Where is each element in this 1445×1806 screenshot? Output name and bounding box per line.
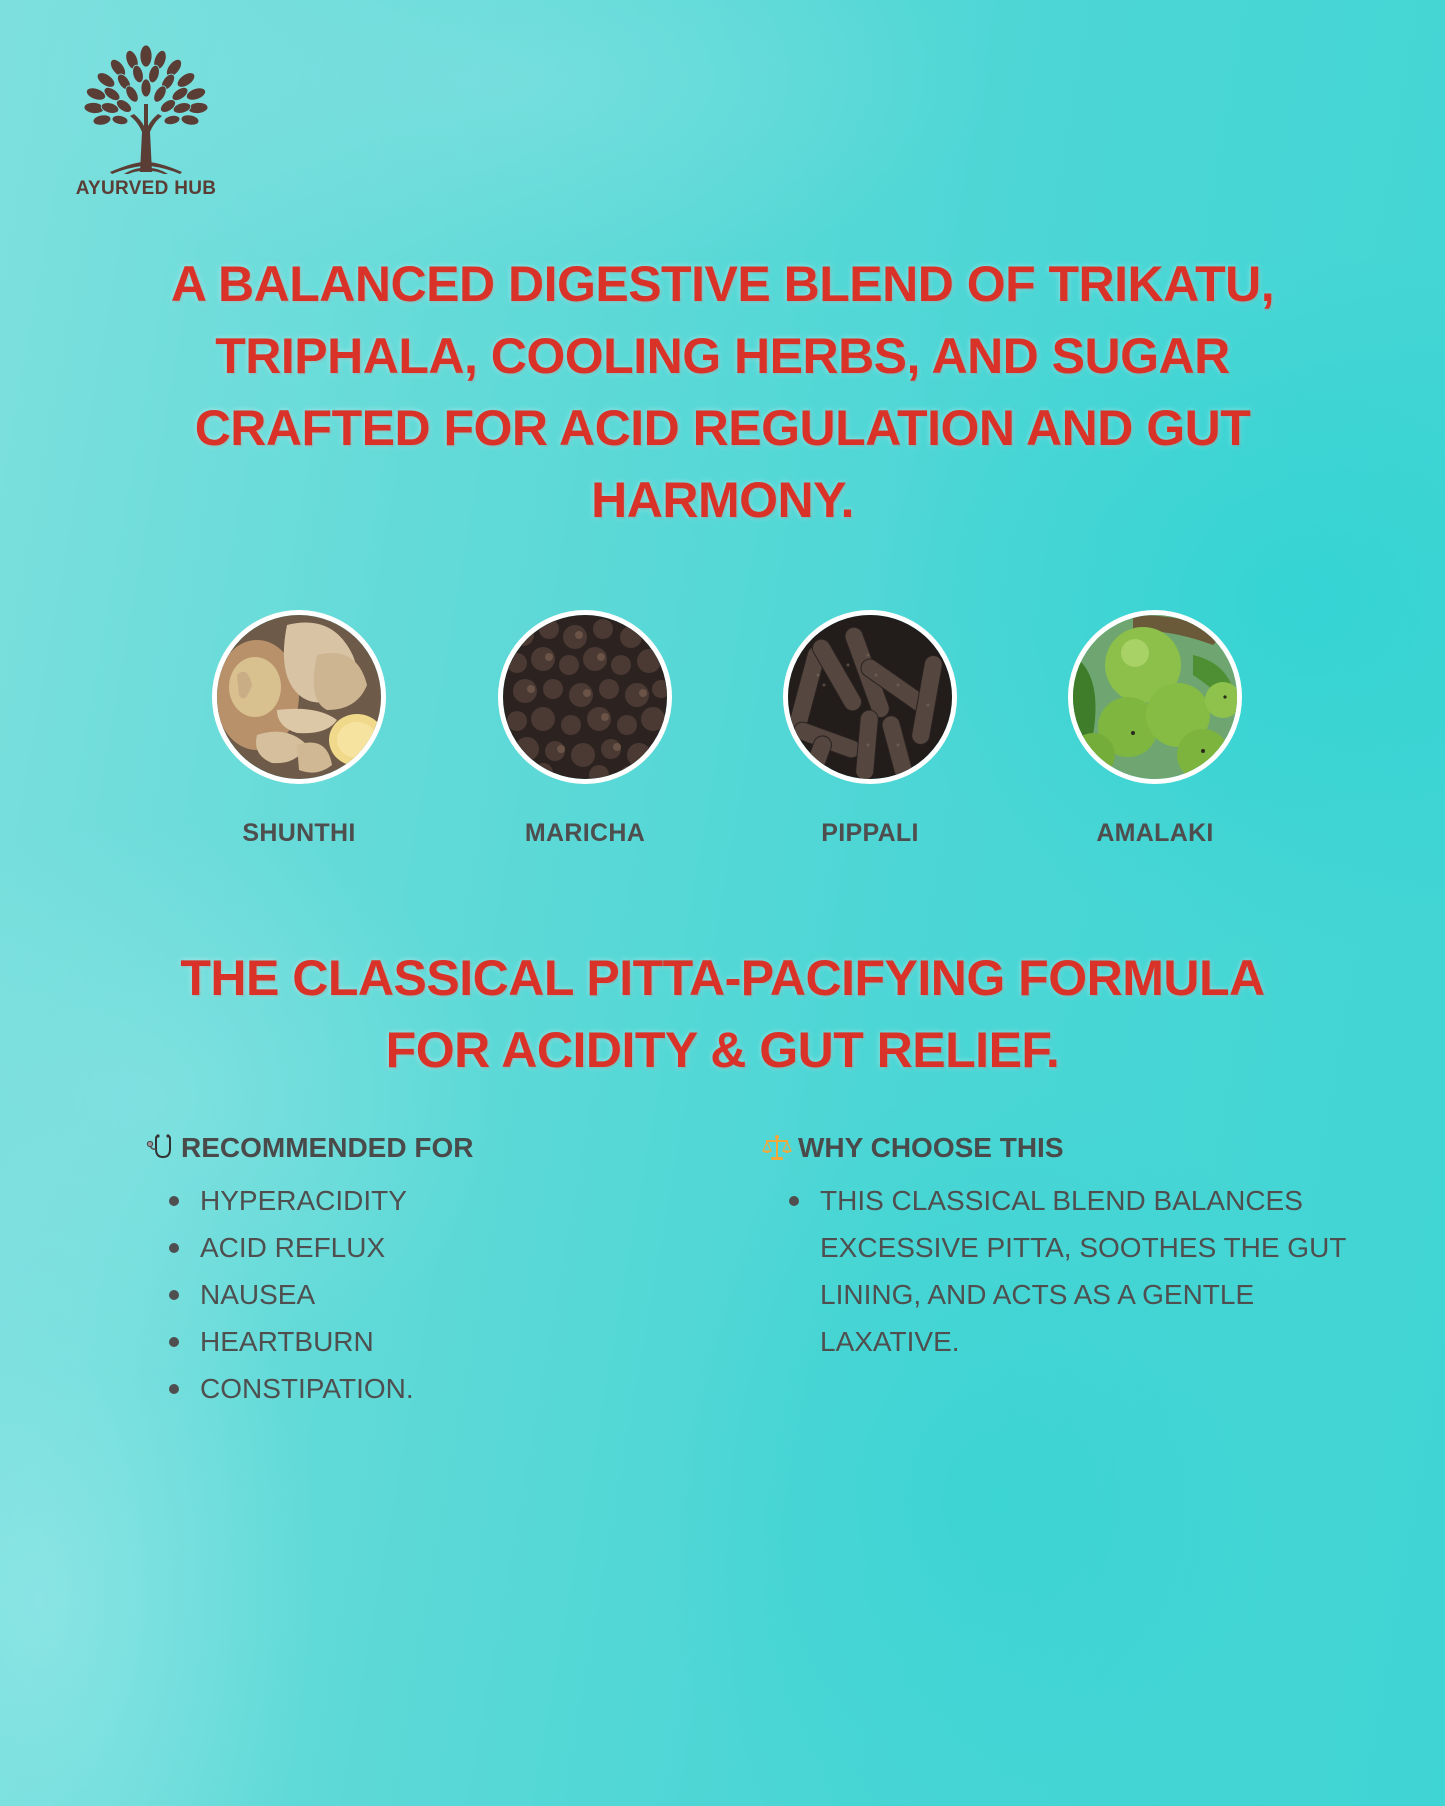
headline-line: FOR ACIDITY & GUT RELIEF. bbox=[385, 1022, 1060, 1078]
herb-label: MARICHA bbox=[524, 819, 646, 847]
recommended-list bbox=[145, 1177, 705, 1412]
why-choose-heading-text: WHY CHOOSE THIS bbox=[798, 1132, 1064, 1163]
why-choose-section bbox=[762, 1130, 1352, 1365]
brand-logo bbox=[66, 44, 226, 200]
why-choose-heading bbox=[762, 1130, 1352, 1166]
list-item: HYPERACIDITY bbox=[145, 1177, 705, 1224]
dried-ginger-image bbox=[212, 610, 386, 784]
headline-line: A BALANCED DIGESTIVE BLEND OF TRIKATU, bbox=[170, 256, 1275, 312]
herb-label: PIPPALI bbox=[821, 819, 919, 847]
recommended-section bbox=[145, 1130, 705, 1412]
list-item: NAUSEA bbox=[145, 1271, 705, 1318]
balance-scale-icon bbox=[762, 1133, 792, 1163]
black-pepper-image bbox=[498, 610, 672, 784]
recommended-heading bbox=[145, 1130, 705, 1166]
herb-card-pippali bbox=[783, 610, 957, 848]
amla-fruit-image bbox=[1068, 610, 1242, 784]
herb-card-maricha bbox=[498, 610, 672, 848]
headline-line: CRAFTED FOR ACID REGULATION AND GUT bbox=[194, 400, 1251, 456]
recommended-heading-text: RECOMMENDED FOR bbox=[181, 1132, 474, 1163]
long-pepper-image bbox=[783, 610, 957, 784]
headline-line: THE CLASSICAL PITTA-PACIFYING FORMULA bbox=[180, 950, 1265, 1006]
secondary-headline bbox=[100, 942, 1345, 1086]
headline-line: TRIPHALA, COOLING HERBS, AND SUGAR bbox=[215, 328, 1230, 384]
list-item: CONSTIPATION. bbox=[145, 1365, 705, 1412]
herb-label: SHUNTHI bbox=[242, 819, 356, 847]
tree-of-life-icon bbox=[80, 44, 212, 174]
list-item: THIS CLASSICAL BLEND BALANCES EXCESSIVE PITTA, SOOTHES THE GUT LINING, AND ACTS AS A GENTLE LAXATIVE. bbox=[762, 1177, 1352, 1365]
herb-card-shunthi bbox=[212, 610, 386, 848]
herb-card-amalaki bbox=[1068, 610, 1242, 848]
list-item: HEARTBURN bbox=[145, 1318, 705, 1365]
brand-name: AYURVED HUB bbox=[75, 178, 217, 199]
stethoscope-icon bbox=[145, 1133, 175, 1163]
list-item: ACID REFLUX bbox=[145, 1224, 705, 1271]
why-choose-list bbox=[762, 1177, 1352, 1365]
herb-label: AMALAKI bbox=[1096, 819, 1214, 847]
headline-line: HARMONY. bbox=[591, 472, 854, 528]
primary-headline bbox=[100, 248, 1345, 536]
